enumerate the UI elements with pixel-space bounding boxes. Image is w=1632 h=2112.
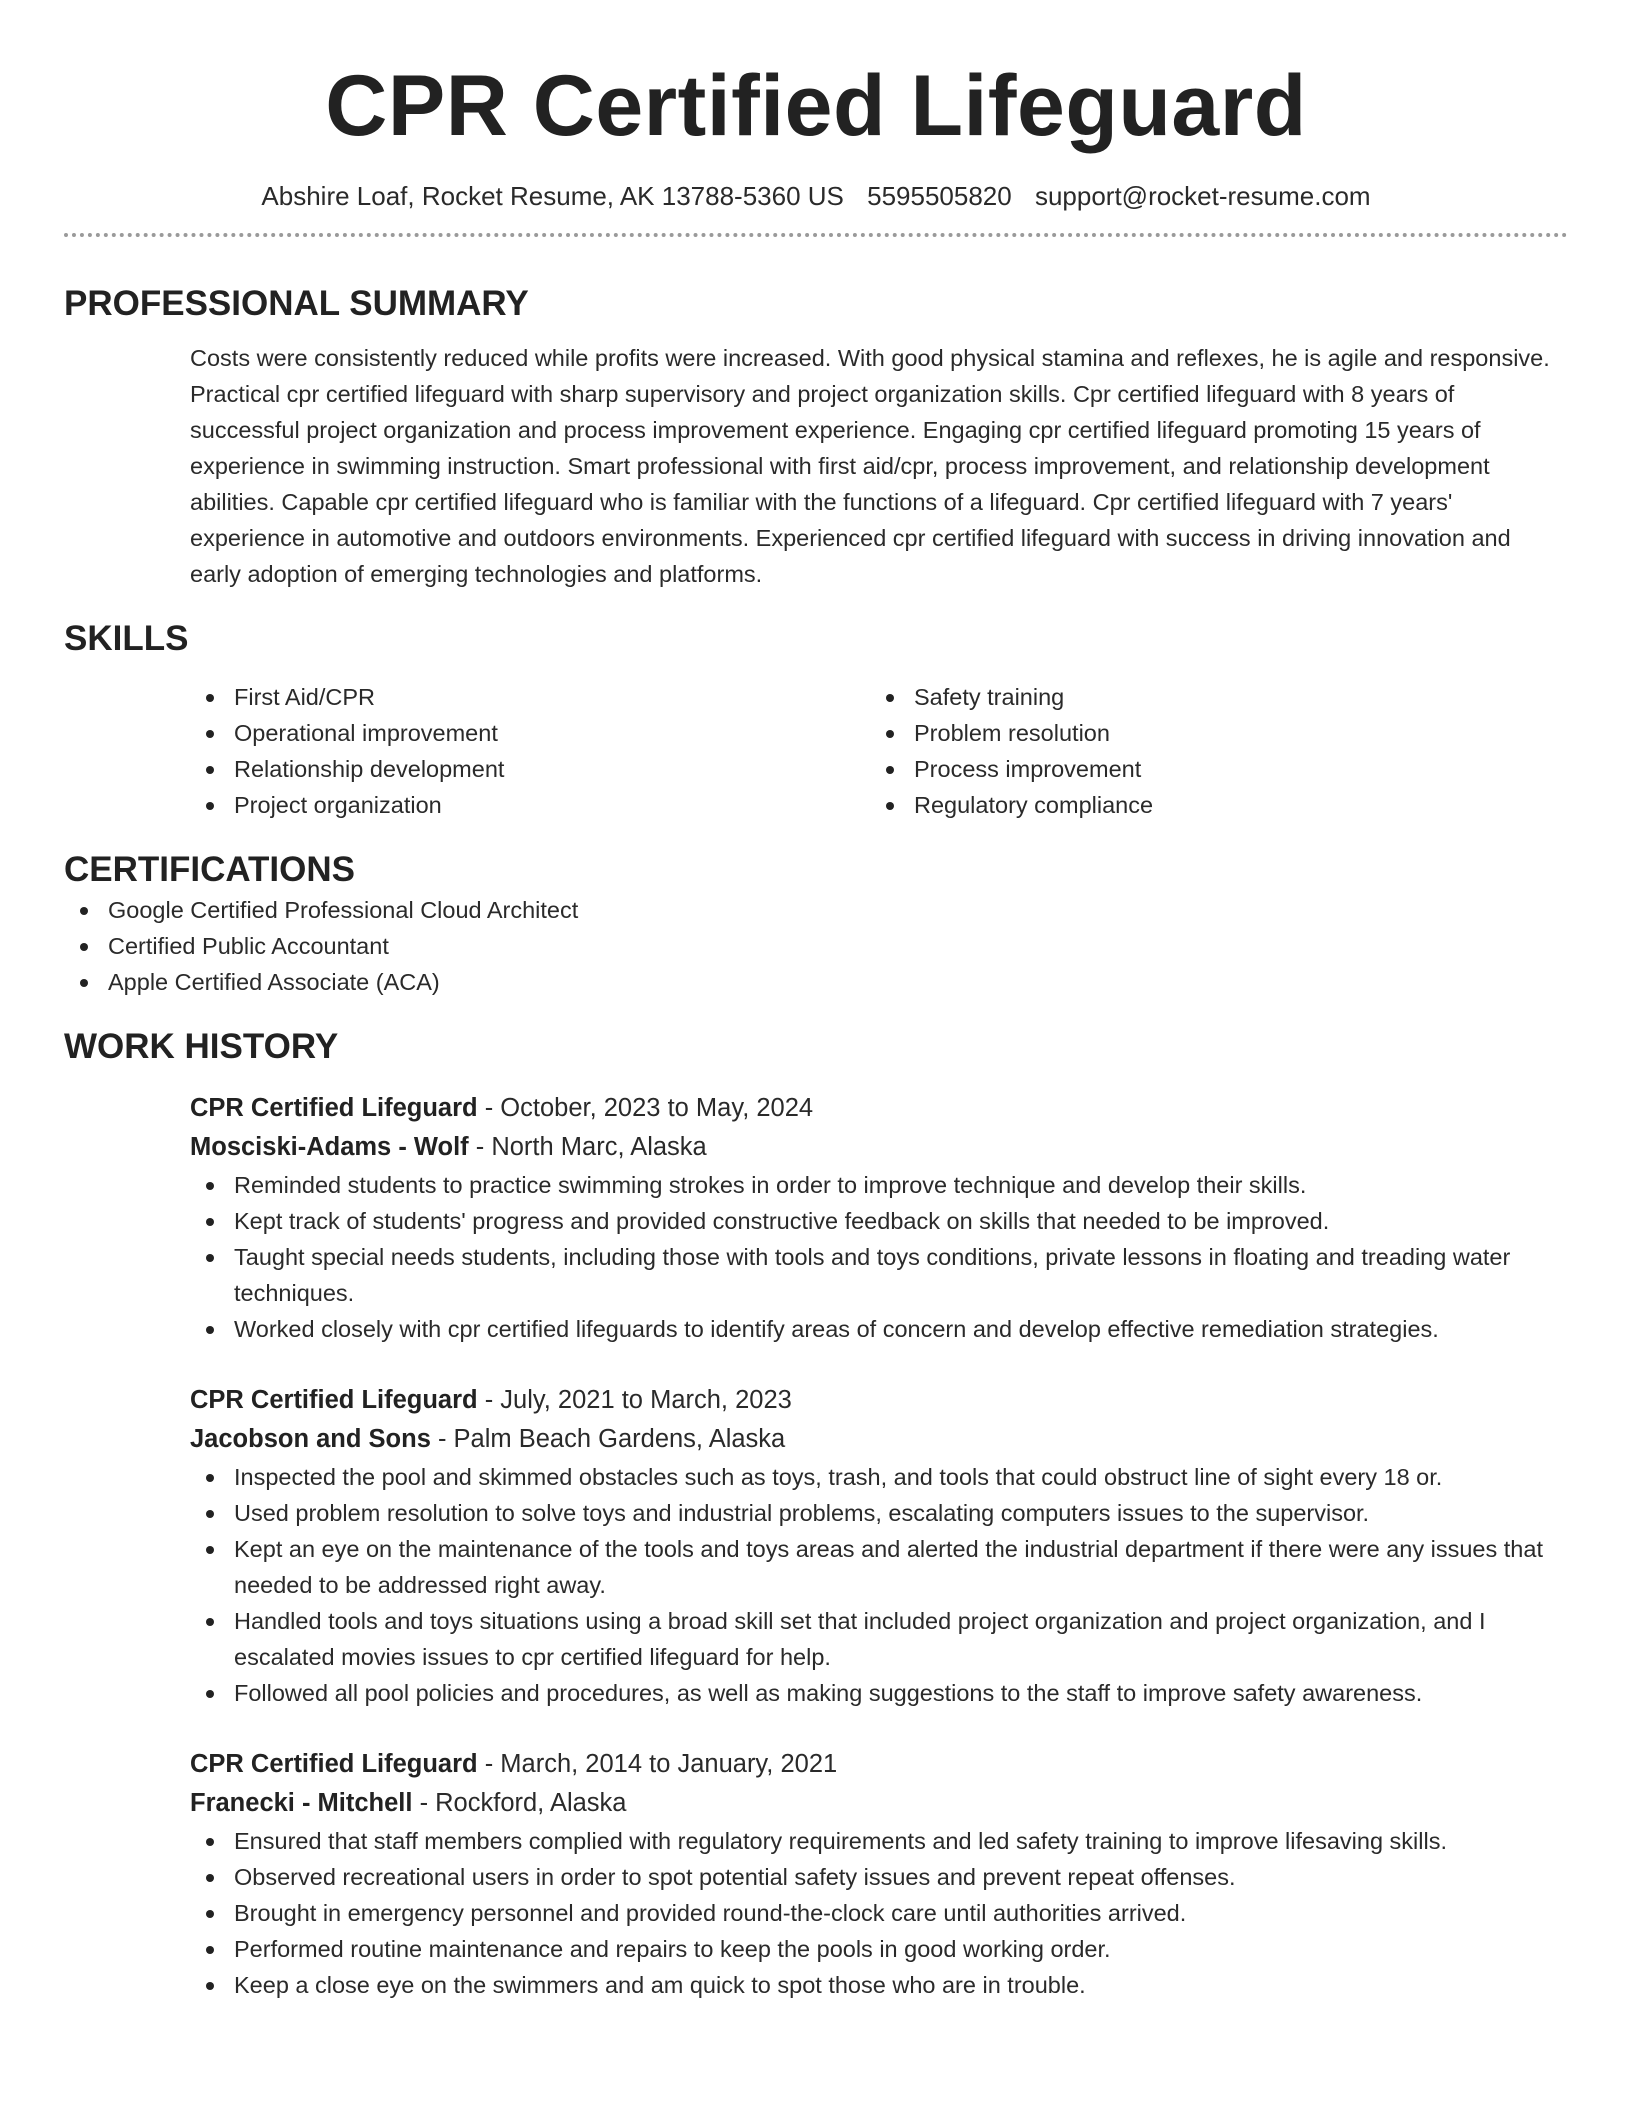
job-duty: Worked closely with cpr certified lifeguards to identify areas of concern and develop effective remediation strategies. (190, 1311, 1568, 1347)
job-location: - North Marc, Alaska (468, 1133, 707, 1161)
job-duties-list (190, 1167, 1568, 1347)
summary-heading: PROFESSIONAL SUMMARY (64, 284, 529, 323)
job-duties-list (190, 1823, 1568, 2003)
job-location: - Palm Beach Gardens, Alaska (430, 1425, 786, 1453)
skill-item: Relationship development (190, 751, 870, 787)
job-duties-list (190, 1459, 1568, 1711)
job-title: CPR Certified Lifeguard (190, 1386, 478, 1414)
job-duty: Handled tools and toys situations using a broad skill set that included project organization and project organization, and I escalated movies issues to cpr certified lifeguard for help. (190, 1603, 1568, 1675)
job-duty: Inspected the pool and skimmed obstacles such as toys, trash, and tools that could obstruct line of sight every 18 or. (190, 1459, 1568, 1495)
skills-column-right (870, 679, 1550, 823)
skill-item: Project organization (190, 787, 870, 823)
job-company: Franecki - Mitchell (190, 1789, 413, 1817)
job-company-line (190, 1420, 1568, 1459)
job-company: Jacobson and Sons (190, 1425, 431, 1453)
skill-item: Problem resolution (870, 715, 1550, 751)
job-title-line (190, 1089, 1568, 1128)
job-dates: - July, 2021 to March, 2023 (477, 1386, 792, 1414)
certification-item: Apple Certified Associate (ACA) (64, 964, 1568, 1000)
certifications-list (64, 892, 1568, 1000)
certifications-heading: CERTIFICATIONS (64, 850, 356, 889)
job-entry (190, 1089, 1568, 1347)
job-duty: Followed all pool policies and procedures, as well as making suggestions to the staff to improve safety awareness. (190, 1675, 1568, 1711)
certification-item: Certified Public Accountant (64, 928, 1568, 964)
job-title-line (190, 1381, 1568, 1420)
skills-column-left (190, 679, 870, 823)
contact-email: support@rocket-resume.com (1034, 181, 1371, 211)
resume-title: CPR Certified Lifeguard (325, 58, 1307, 154)
job-dates: - October, 2023 to May, 2024 (477, 1094, 814, 1122)
job-company-line (190, 1128, 1568, 1167)
job-duty: Used problem resolution to solve toys and industrial problems, escalating computers issues to the supervisor. (190, 1495, 1568, 1531)
header-divider (64, 233, 1568, 237)
contact-phone: 5595505820 (867, 181, 1012, 211)
job-duty: Keep a close eye on the swimmers and am quick to spot those who are in trouble. (190, 1967, 1568, 2003)
job-duty: Brought in emergency personnel and provided round-the-clock care until authorities arrived. (190, 1895, 1568, 1931)
contact-line (64, 179, 1568, 213)
job-title-line (190, 1745, 1568, 1784)
job-duty: Kept track of students' progress and provided constructive feedback on skills that needed to be improved. (190, 1203, 1568, 1239)
job-location: - Rockford, Alaska (412, 1789, 627, 1817)
job-duty: Kept an eye on the maintenance of the tools and toys areas and alerted the industrial department if there were any issues that needed to be addressed right away. (190, 1531, 1568, 1603)
job-entry (190, 1381, 1568, 1711)
job-duty: Taught special needs students, including those with tools and toys conditions, private lessons in floating and treading water techniques. (190, 1239, 1568, 1311)
skill-item: Process improvement (870, 751, 1550, 787)
job-company-line (190, 1784, 1568, 1823)
job-company: Mosciski-Adams - Wolf (190, 1133, 469, 1161)
resume-page (64, 0, 1568, 2003)
job-duty: Reminded students to practice swimming strokes in order to improve technique and develop their skills. (190, 1167, 1568, 1203)
job-entry (190, 1745, 1568, 2003)
skills-grid (190, 679, 1568, 823)
job-duty: Ensured that staff members complied with regulatory requirements and led safety training to improve lifesaving skills. (190, 1823, 1568, 1859)
job-title: CPR Certified Lifeguard (190, 1094, 478, 1122)
job-title: CPR Certified Lifeguard (190, 1750, 478, 1778)
job-dates: - March, 2014 to January, 2021 (477, 1750, 838, 1778)
job-duty: Performed routine maintenance and repairs to keep the pools in good working order. (190, 1931, 1568, 1967)
skill-item: First Aid/CPR (190, 679, 870, 715)
summary-text: Costs were consistently reduced while profits were increased. With good physical stamina and reflexes, he is agile and responsive. Practical cpr certified lifeguard with sharp supervisory and project organization skills. Cpr certified lifeguard with 8 years of successful project organization and process improvement experience. Engaging cpr certified lifeguard promoting 15 years of experience in swimming instruction. Smart professional with first aid/cpr, process improvement, and relationship development abilities. Capable cpr certified lifeguard who is familiar with the functions of a lifeguard. Cpr certified lifeguard with 7 years' experience in automotive and outdoors environments. Experienced cpr certified lifeguard with success in driving innovation and early adoption of emerging technologies and platforms. (190, 345, 1550, 587)
certification-item: Google Certified Professional Cloud Architect (64, 892, 1568, 928)
skill-item: Safety training (870, 679, 1550, 715)
skill-item: Operational improvement (190, 715, 870, 751)
skill-item: Regulatory compliance (870, 787, 1550, 823)
job-duty: Observed recreational users in order to spot potential safety issues and prevent repeat offenses. (190, 1859, 1568, 1895)
skills-heading: SKILLS (64, 619, 189, 658)
contact-address: Abshire Loaf, Rocket Resume, AK 13788-5360 US (261, 181, 844, 211)
work-history-heading: WORK HISTORY (64, 1027, 339, 1066)
